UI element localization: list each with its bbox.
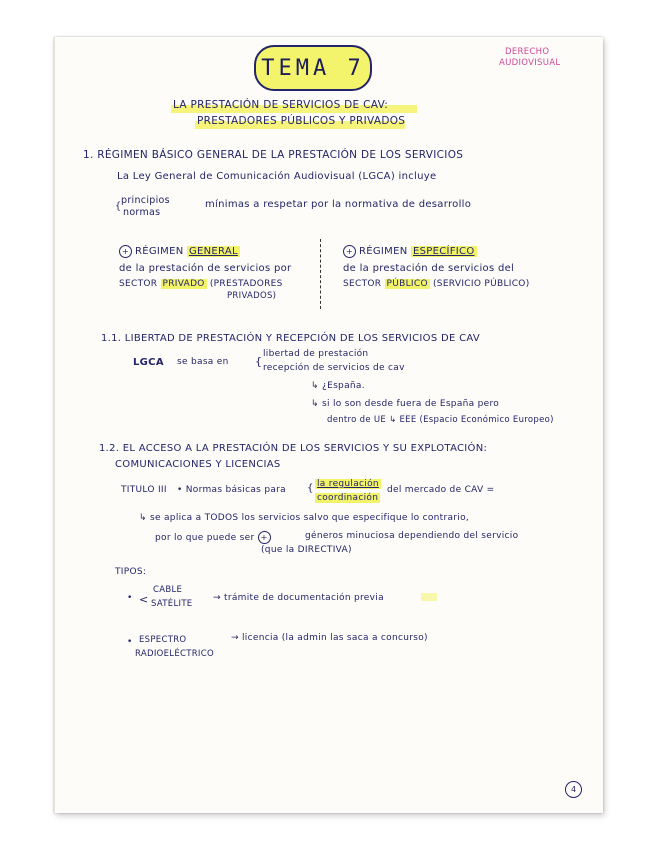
bullet-dot: • bbox=[127, 637, 133, 647]
section12-heading-line2: COMUNICACIONES Y LICENCIAS bbox=[115, 459, 281, 470]
bracket-icon: < bbox=[139, 593, 149, 606]
directiva-text: (que la DIRECTIVA) bbox=[261, 545, 352, 555]
titulo-label: TITULO III bbox=[121, 485, 167, 495]
note-ue-eee: dentro de UE ↳ EEE (Espacio Económico Europeo) bbox=[327, 415, 554, 425]
section11-heading: 1.1. LIBERTAD DE PRESTACIÓN Y RECEPCIÓN DE LOS SERVICIOS DE CAV bbox=[101, 333, 480, 344]
lgca-label: LGCA bbox=[133, 357, 164, 368]
notebook-page bbox=[54, 37, 603, 813]
left-col-line2: SECTOR PRIVADO (PRESTADORES bbox=[119, 279, 283, 289]
left-col-line1: de la prestación de servicios por bbox=[119, 263, 292, 274]
tipo-satelite: SATÉLITE bbox=[151, 599, 193, 609]
page-number: 4 bbox=[565, 781, 582, 798]
tipo-radioelectrico: RADIOELÉCTRICO bbox=[135, 649, 214, 659]
right-col-heading: + RÉGIMEN ESPECÍFICO bbox=[343, 245, 477, 258]
bracket-item-normas: normas bbox=[123, 207, 161, 218]
highlight-mark bbox=[421, 593, 437, 601]
right-col-line2: SECTOR PÚBLICO (SERVICIO PÚBLICO) bbox=[343, 279, 530, 289]
bracket-icon: { bbox=[115, 201, 122, 212]
branch-recepcion: recepción de servicios de cav bbox=[263, 363, 405, 373]
column-divider bbox=[320, 239, 321, 309]
tipo-espectro: ESPECTRO bbox=[139, 635, 187, 645]
plus-circle-icon: + bbox=[343, 245, 356, 258]
topic-title: TEMA 7 bbox=[254, 45, 372, 91]
tipos-label: TIPOS: bbox=[115, 567, 147, 577]
normas-basicas: • Normas básicas para bbox=[177, 485, 286, 495]
aplica-text: ↳ se aplica a TODOS los servicios salvo que especifique lo contrario, bbox=[139, 513, 470, 523]
bullet-dot: • bbox=[127, 593, 133, 603]
left-col-line3: PRIVADOS) bbox=[227, 291, 277, 301]
tramite-text: → trámite de documentación previa bbox=[213, 593, 384, 603]
main-heading-line1: LA PRESTACIÓN DE SERVICIOS DE CAV: bbox=[173, 99, 389, 111]
licencia-text: → licencia (la admin las saca a concurso) bbox=[231, 633, 428, 643]
subject-tag-line1: DERECHO bbox=[505, 47, 550, 57]
plus-circle-icon: + bbox=[119, 245, 132, 258]
main-heading-line2: PRESTADORES PÚBLICOS Y PRIVADOS bbox=[197, 115, 406, 127]
section1-heading: 1. RÉGIMEN BÁSICO GENERAL DE LA PRESTACIÓN DE LOS SERVICIOS bbox=[83, 149, 464, 161]
coordinacion-text: coordinación bbox=[317, 493, 379, 503]
bracket-icon: { bbox=[255, 355, 263, 368]
regulacion-text: la regulación bbox=[317, 479, 379, 489]
mercado-text: del mercado de CAV = bbox=[387, 485, 495, 495]
subject-tag-line2: AUDIOVISUAL bbox=[499, 58, 561, 68]
section12-heading-line1: 1.2. EL ACCESO A LA PRESTACIÓN DE LOS SERVICIOS Y SU EXPLOTACIÓN: bbox=[99, 443, 488, 454]
left-col-heading: + RÉGIMEN GENERAL bbox=[119, 245, 240, 258]
bracket-item-principios: principios bbox=[121, 195, 170, 206]
bracket-icon: { bbox=[307, 483, 314, 494]
tipo-cable: CABLE bbox=[153, 585, 183, 595]
note-espana: ↳ ¿España. bbox=[311, 381, 365, 391]
generos-text: géneros minuciosa dependiendo del servicio bbox=[305, 531, 519, 541]
section1-line1: La Ley General de Comunicación Audiovisual (LGCA) incluye bbox=[117, 171, 437, 182]
branch-libertad: libertad de prestación bbox=[263, 349, 369, 359]
puede-text: por lo que puede ser + bbox=[155, 531, 274, 544]
section1-line2: mínimas a respetar por la normativa de desarrollo bbox=[205, 199, 472, 210]
right-col-line1: de la prestación de servicios del bbox=[343, 263, 515, 274]
plus-circle-icon: + bbox=[258, 531, 271, 544]
based-on-text: se basa en bbox=[177, 357, 229, 367]
note-fuera: ↳ si lo son desde fuera de España pero bbox=[311, 399, 500, 409]
